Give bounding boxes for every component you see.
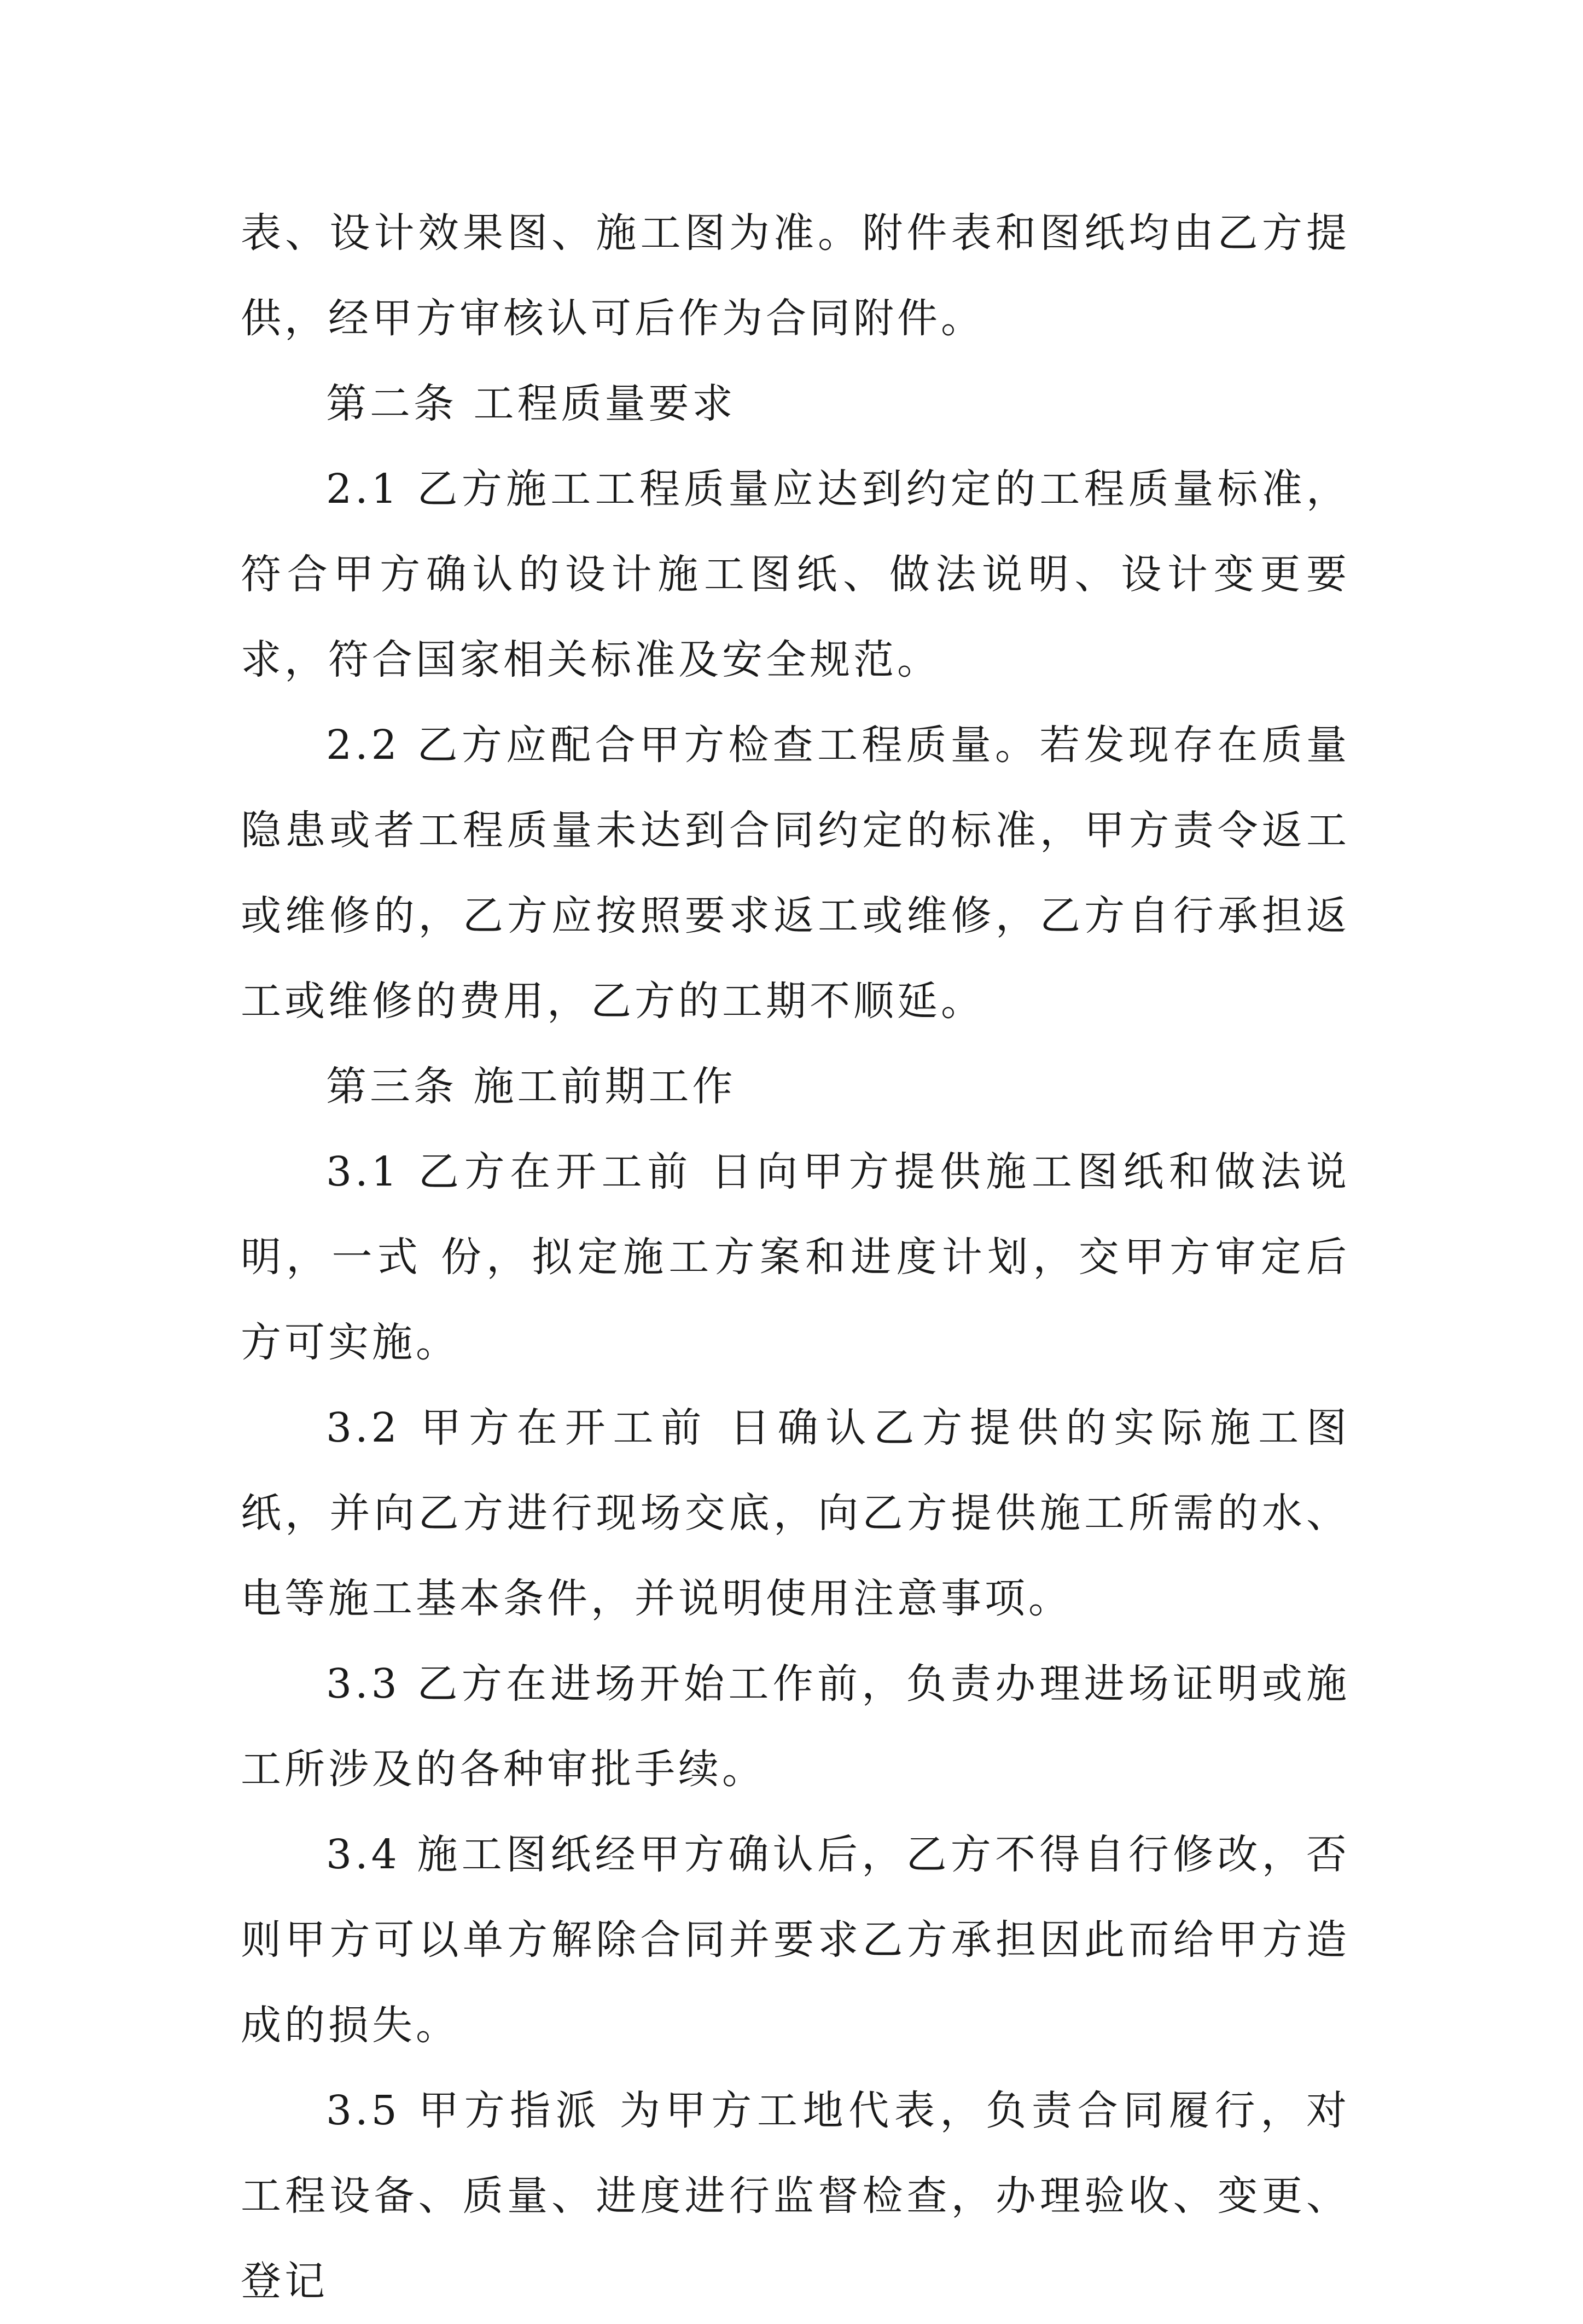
clause-3-2: 3.2 甲方在开工前 日确认乙方提供的实际施工图纸，并向乙方进行现场交底，向乙方提供施工所需的水、电等施工基本条件，并说明使用注意事项。 bbox=[241, 1404, 1350, 1622]
clause-3-3: 3.3 乙方在进场开始工作前，负责办理进场证明或施工所涉及的各种审批手续。 bbox=[241, 1660, 1350, 1793]
clause-3-1: 3.1 乙方在开工前 日向甲方提供施工图纸和做法说明，一式 份，拟定施工方案和进度计划，交甲方审定后方可实施。 bbox=[241, 1148, 1350, 1366]
paragraph-attachments: 表、设计效果图、施工图为准。附件表和图纸均由乙方提供，经甲方审核认可后作为合同附件。 bbox=[241, 210, 1350, 342]
clause-2-1: 2.1 乙方施工工程质量应达到约定的工程质量标准，符合甲方确认的设计施工图纸、做法说明、设计变更要求，符合国家相关标准及安全规范。 bbox=[241, 466, 1350, 683]
document-body bbox=[241, 190, 1350, 2324]
clause-2-2: 2.2 乙方应配合甲方检查工程质量。若发现存在质量隐患或者工程质量未达到合同约定的标准，甲方责令返工或维修的，乙方应按照要求返工或维修，乙方自行承担返工或维修的费用，乙方的工期不顺延。 bbox=[241, 722, 1350, 1025]
clause-3-5: 3.5 甲方指派 为甲方工地代表，负责合同履行，对工程设备、质量、进度进行监督检查，办理验收、变更、登记 bbox=[241, 2087, 1350, 2305]
clause-3-4: 3.4 施工图纸经甲方确认后，乙方不得自行修改，否则甲方可以单方解除合同并要求乙方承担因此而给甲方造成的损失。 bbox=[241, 1831, 1350, 2049]
section-heading-article-3: 第三条 施工前期工作 bbox=[326, 1063, 736, 1110]
section-heading-article-2: 第二条 工程质量要求 bbox=[326, 380, 736, 427]
